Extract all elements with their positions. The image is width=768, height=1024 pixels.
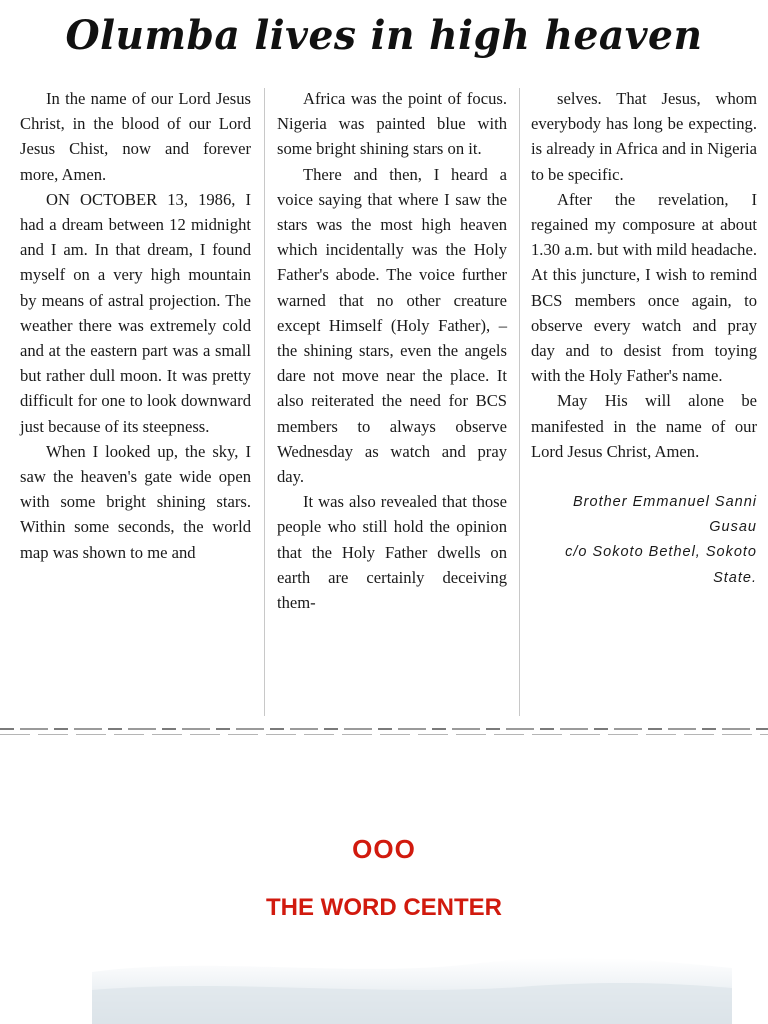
article-column-3 xyxy=(531,86,757,591)
article-signature xyxy=(531,490,757,591)
signature-city: Gusau xyxy=(709,519,757,536)
column-divider xyxy=(519,88,520,716)
footer-mark: OOO xyxy=(352,834,416,864)
signature-author: Brother Emmanuel Sanni xyxy=(573,494,757,511)
article-headline: Olumba lives in high heaven xyxy=(65,12,703,59)
article-paragraph: There and then, I heard a voice saying that where I saw the stars was the most high heaven which incidentally was the Holy Father's abode. The voice further warned that no other creature except Himself (Holy Father), – the shining stars, even the angels dare not move near the place. It also reiterated the need for BCS members to always observe Wednesday as watch and pray day. xyxy=(277,164,507,487)
article-paragraph: It was also revealed that those people who still hold the opinion that the Holy Father dwells on earth are certainly deceiving them- xyxy=(277,492,507,613)
article-paragraph: When I looked up, the sky, I saw the heaven's gate wide open with some bright shining stars. Within some seconds, the world map was shown to me and xyxy=(20,441,251,562)
article-paragraph: May His will alone be manifested in the name of our Lord Jesus Christ, Amen. xyxy=(531,391,757,461)
clipping-edge-rule xyxy=(0,734,768,735)
clipping-edge-rule xyxy=(0,728,768,730)
column-divider xyxy=(264,88,265,716)
footer-organization-name: THE WORD CENTER xyxy=(266,894,502,921)
signature-state: State. xyxy=(713,569,757,586)
article-paragraph: After the revelation, I regained my composure at about 1.30 a.m. but with mild headache. At this juncture, I wish to remind BCS members once again, to observe every watch and pray day and to desist from toying with the Holy Father's name. xyxy=(531,189,757,386)
article-column-2 xyxy=(277,86,507,615)
decorative-swoosh xyxy=(92,938,732,1024)
article-paragraph: ON OCTOBER 13, 1986, I had a dream between 12 midnight and I am. In that dream, I found myself on a very high mountain by means of astral projection. The weather there was extremely cold and at the eastern part was a small but rather dull moon. It was pretty difficult for one to look downward just because of its steepness. xyxy=(20,189,251,436)
signature-address: c/o Sokoto Bethel, Sokoto xyxy=(565,544,757,561)
article-column-1 xyxy=(20,86,251,565)
article-paragraph: selves. That Jesus, whom everybody has long be expecting. is already in Africa and in Nigeria to be specific. xyxy=(531,89,757,184)
article-paragraph: In the name of our Lord Jesus Christ, in the blood of our Lord Jesus Chist, now and forever more, Amen. xyxy=(20,89,251,184)
article-paragraph: Africa was the point of focus. Nigeria was painted blue with some bright shining stars on it. xyxy=(277,89,507,159)
